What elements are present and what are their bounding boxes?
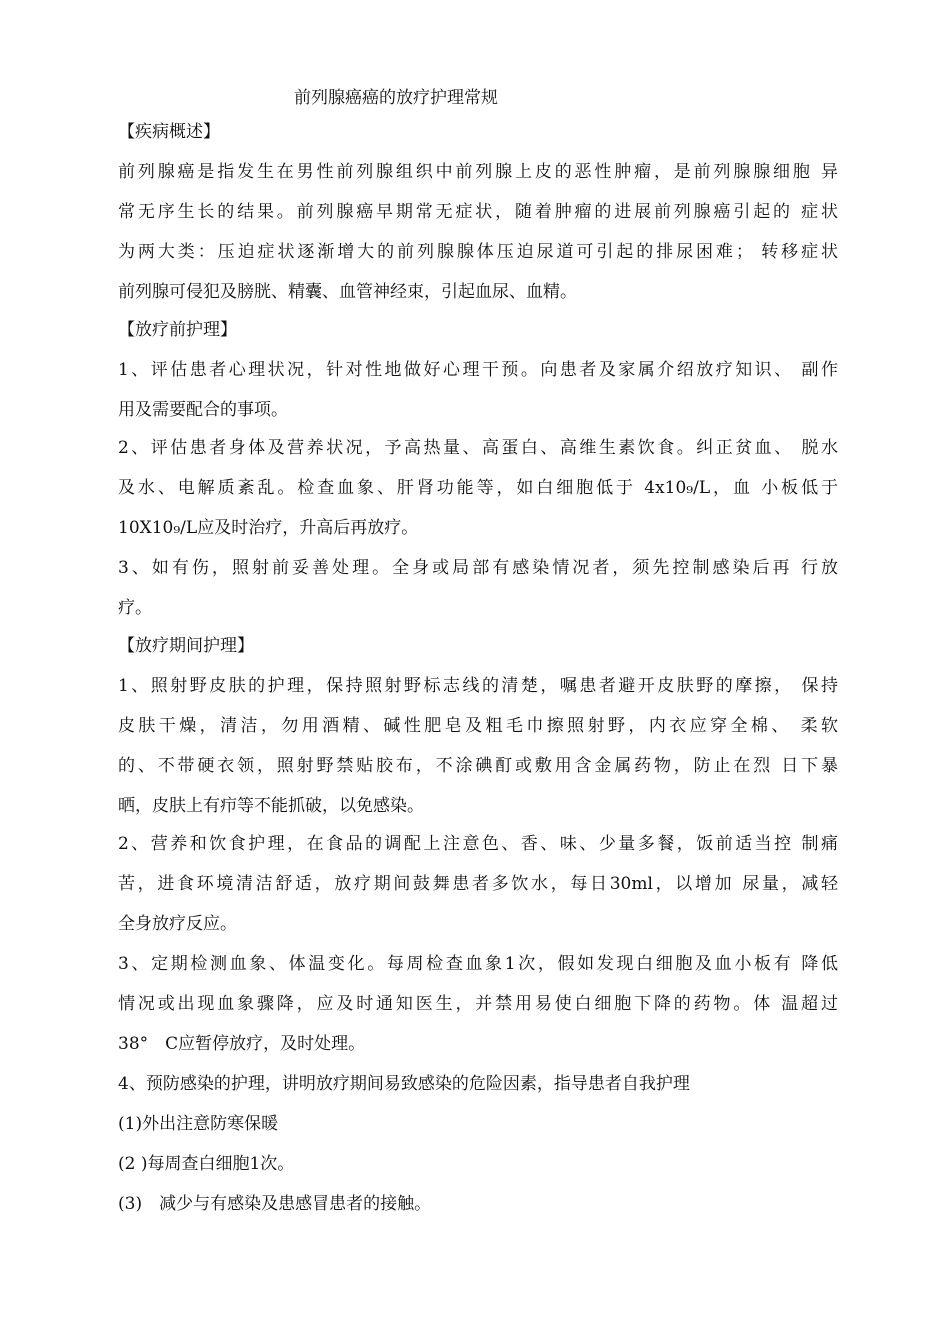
text-line: 常无序生长的结果。前列腺癌早期常无症状，随着肿瘤的进展前列腺癌引起的 症状	[118, 202, 838, 222]
text-line: 3、如有伤，照射前妥善处理。全身或局部有感染情况者，须先控制感染后再 行放	[118, 558, 838, 578]
text-line: 情况或出现血象骤降，应及时通知医生，并禁用易使白细胞下降的药物。体 温超过	[118, 994, 838, 1014]
text-line: 前列腺可侵犯及膀胱、精囊、血管神经束，引起血尿、血精。	[118, 282, 577, 302]
section-heading-during-radiotherapy-care: 【放疗期间护理】	[118, 636, 254, 656]
section-heading-disease-overview: 【疾病概述】	[118, 122, 220, 142]
text-line: 2、营养和饮食护理，在食品的调配上注意色、香、味、少量多餐，饭前适当控 制痛	[118, 834, 838, 854]
list-item: (3) 减少与有感染及患感冒患者的接触。	[118, 1194, 432, 1214]
text-line: 用及需要配合的事项。	[118, 400, 288, 420]
text-line: 1、照射野皮肤的护理，保持照射野标志线的清楚，嘱患者避开皮肤野的摩擦， 保持	[118, 676, 838, 696]
text-line: 疗。	[118, 598, 152, 618]
text-line: 苦，进食环境清洁舒适，放疗期间鼓舞患者多饮水，每日30ml，以增加 尿量，减轻	[118, 874, 838, 894]
text-line: 10X10₉/L应及时治疗，升高后再放疗。	[118, 518, 419, 538]
text-line: 4、预防感染的护理，讲明放疗期间易致感染的危险因素，指导患者自我护理	[118, 1074, 690, 1094]
text-line: 38° C应暂停放疗，及时处理。	[118, 1034, 366, 1054]
text-line: 皮肤干燥，清洁，勿用酒精、碱性肥皂及粗毛巾擦照射野，内衣应穿全棉、 柔软	[118, 716, 838, 736]
list-item: (1)外出注意防寒保暖	[118, 1114, 279, 1134]
text-line: 1、评估患者心理状况，针对性地做好心理干预。向患者及家属介绍放疗知识、 副作	[118, 360, 838, 380]
section-heading-pre-radiotherapy-care: 【放疗前护理】	[118, 320, 237, 340]
document-title: 前列腺癌癌的放疗护理常规	[294, 88, 498, 108]
text-line: 晒，皮肤上有疖等不能抓破，以免感染。	[118, 796, 424, 816]
text-line: 及水、电解质紊乱。检查血象、肝肾功能等，如白细胞低于 4x10₉/L，血 小板低于	[118, 478, 838, 498]
list-item: (2 )每周查白细胞1次。	[118, 1154, 295, 1174]
text-line: 3、定期检测血象、体温变化。每周检查血象1次，假如发现白细胞及血小板有 降低	[118, 954, 838, 974]
text-line: 全身放疗反应。	[118, 914, 237, 934]
text-line: 2、评估患者身体及营养状况，予高热量、高蛋白、高维生素饮食。纠正贫血、 脱水	[118, 438, 838, 458]
text-line: 的、不带硬衣领，照射野禁贴胶布，不涂碘酊或敷用含金属药物，防止在烈 日下暴	[118, 756, 838, 776]
text-line: 为两大类：压迫症状逐渐增大的前列腺腺体压迫尿道可引起的排尿困难； 转移症状	[118, 242, 838, 262]
text-line: 前列腺癌是指发生在男性前列腺组织中前列腺上皮的恶性肿瘤，是前列腺腺细胞 异	[118, 162, 838, 182]
